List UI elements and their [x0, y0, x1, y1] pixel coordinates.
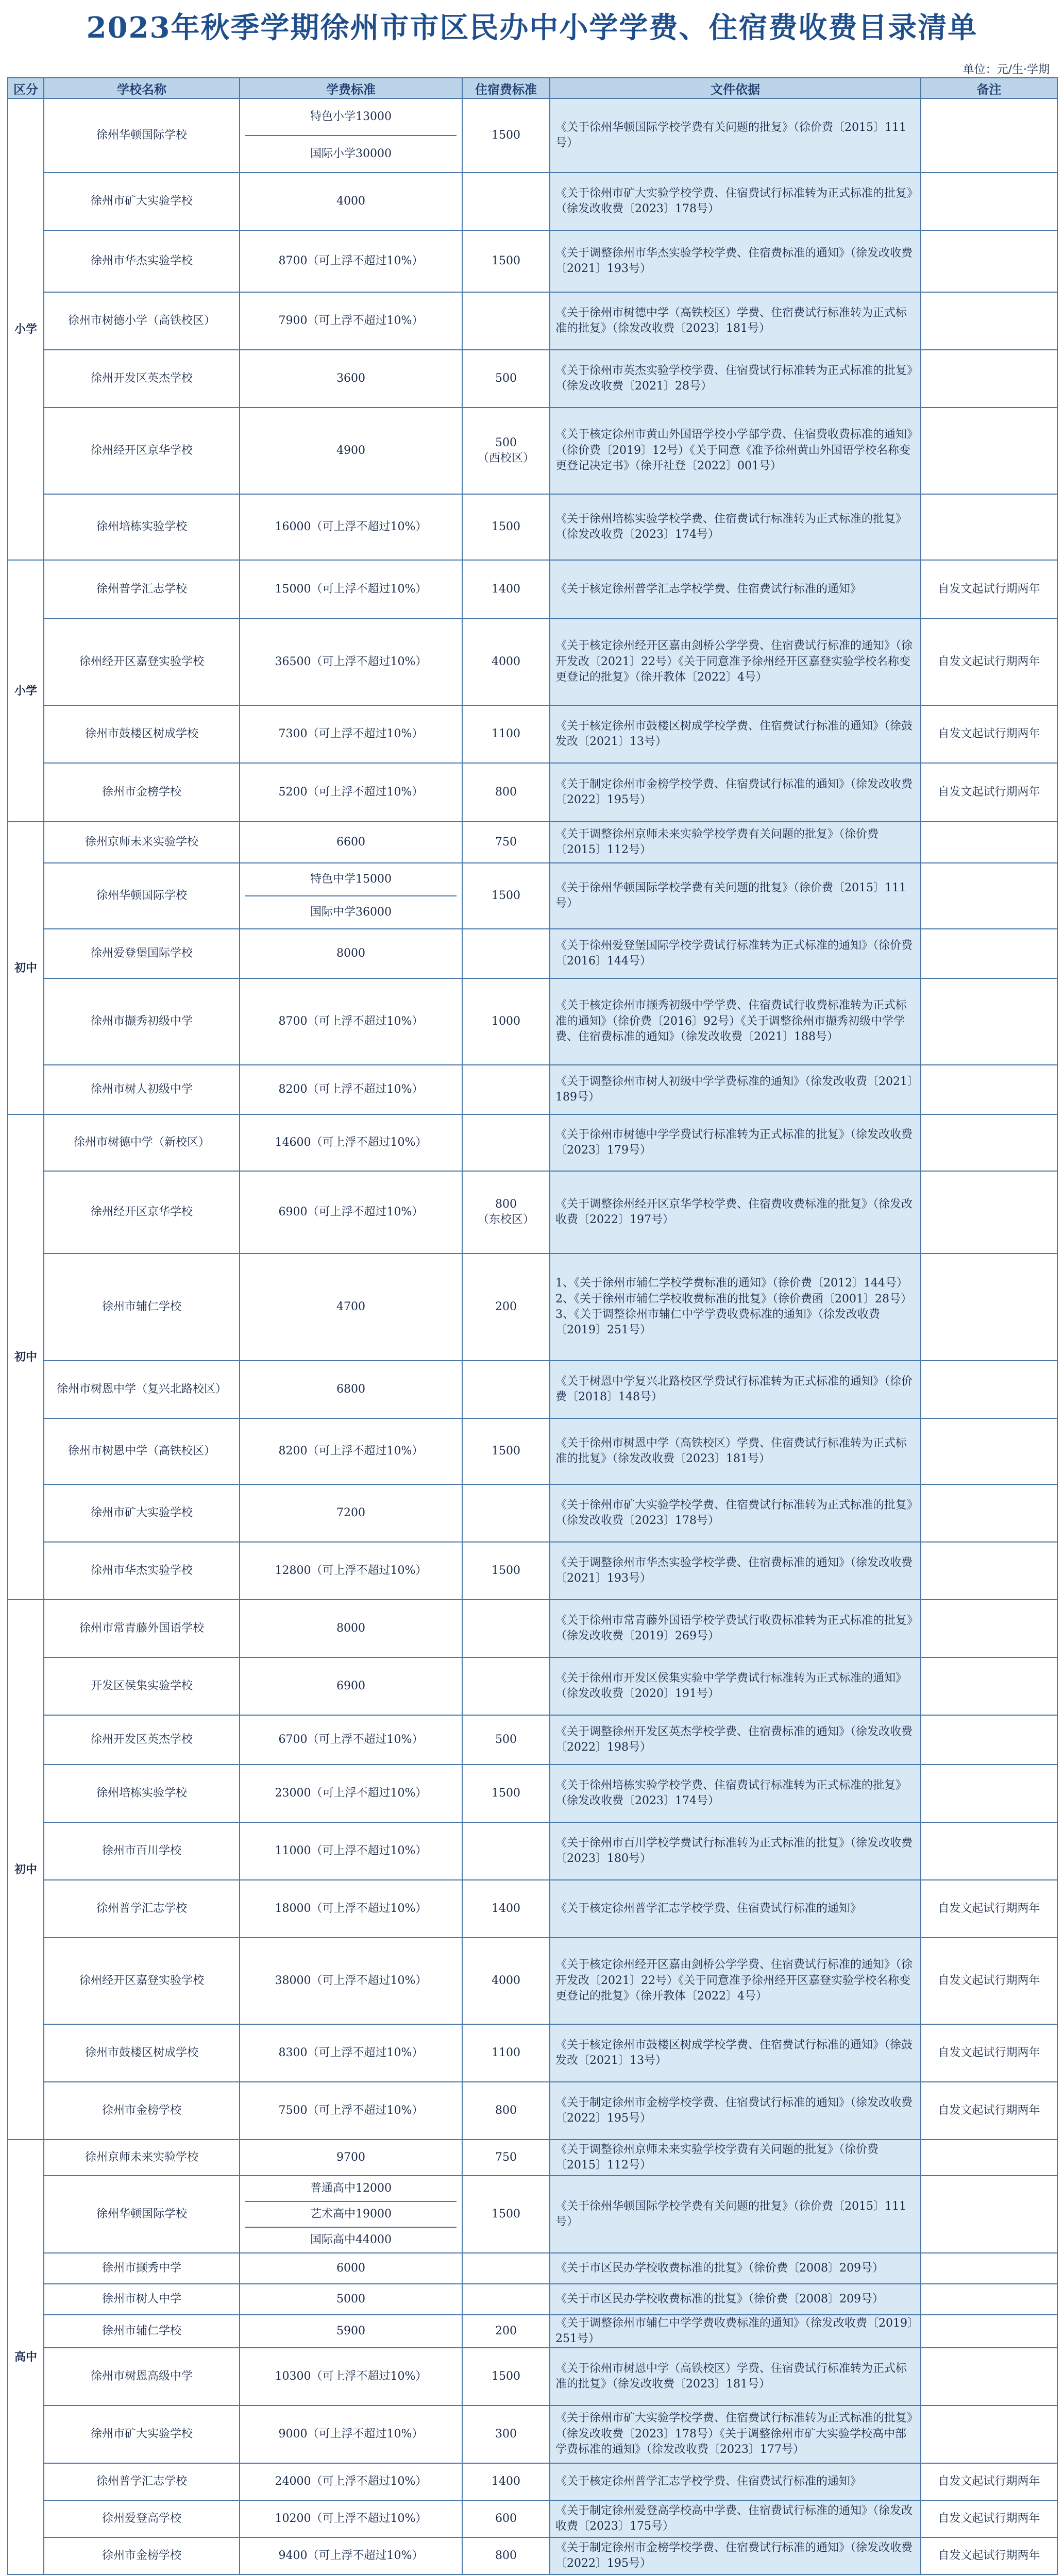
school-name: 徐州市树人初级中学	[44, 1065, 240, 1114]
basis-document: 《关于市区民办学校收费标准的批复》（徐价费〔2008〕209号）	[550, 2284, 921, 2315]
dorm-fee: 1500	[462, 2176, 550, 2253]
region-cell: 小学	[8, 560, 44, 822]
school-name: 徐州市树德中学（新校区）	[44, 1114, 240, 1171]
tuition-cell: 4900	[240, 408, 462, 494]
dorm-fee	[462, 1114, 550, 1171]
remark	[921, 1542, 1057, 1600]
basis-document: 《关于徐州华顿国际学校学费有关问题的批复》（徐价费〔2015〕111号）	[550, 98, 921, 173]
dorm-fee: 800	[462, 763, 550, 822]
col-header-school: 学校名称	[44, 78, 240, 98]
remark	[921, 929, 1057, 978]
remark: 自发文起试行期两年	[921, 2024, 1057, 2082]
basis-document: 《关于调整徐州京师未来实验学校学费有关问题的批复》（徐价费〔2015〕112号）	[550, 2140, 921, 2176]
remark	[921, 1765, 1057, 1822]
remark	[921, 1715, 1057, 1765]
table-row	[8, 1657, 1057, 1715]
tuition-cell	[240, 98, 462, 173]
school-name: 徐州市华杰实验学校	[44, 230, 240, 292]
school-name: 徐州市鼓楼区树成学校	[44, 2024, 240, 2082]
table-row	[8, 2348, 1057, 2405]
tuition-option: 艺术高中19000	[245, 2201, 457, 2227]
remark: 自发文起试行期两年	[921, 2463, 1057, 2500]
tuition-cell: 8700（可上浮不超过10%）	[240, 978, 462, 1065]
table-row	[8, 494, 1057, 560]
table-row	[8, 2024, 1057, 2082]
table-body	[8, 98, 1057, 2574]
dorm-fee: 1500	[462, 98, 550, 173]
tuition-cell: 8700（可上浮不超过10%）	[240, 230, 462, 292]
table-row	[8, 1880, 1057, 1938]
basis-document: 《关于徐州华顿国际学校学费有关问题的批复》（徐价费〔2015〕111号）	[550, 863, 921, 929]
remark: 自发文起试行期两年	[921, 705, 1057, 763]
table-row	[8, 705, 1057, 763]
dorm-fee: 1500	[462, 1418, 550, 1484]
table-row	[8, 2500, 1057, 2537]
tuition-cell: 7200	[240, 1484, 462, 1542]
basis-document: 《关于徐州市矿大实验学校学费、住宿费试行标准转为正式标准的批复》（徐发改收费〔2023〕178号）	[550, 173, 921, 230]
dorm-fee: 1000	[462, 978, 550, 1065]
tuition-option: 国际中学36000	[245, 895, 457, 928]
table-row	[8, 2253, 1057, 2284]
table-row	[8, 822, 1057, 863]
school-name: 徐州开发区英杰学校	[44, 350, 240, 408]
remark: 自发文起试行期两年	[921, 2500, 1057, 2537]
table-row	[8, 863, 1057, 929]
remark	[921, 408, 1057, 494]
tuition-cell: 6900（可上浮不超过10%）	[240, 1171, 462, 1253]
dorm-fee	[462, 1484, 550, 1542]
school-name: 徐州市鼓楼区树成学校	[44, 705, 240, 763]
basis-document: 《关于徐州市树恩中学（高铁校区）学费、住宿费试行标准转为正式标准的批复》（徐发改收费〔2023〕181号）	[550, 2348, 921, 2405]
basis-document: 《关于核定徐州市鼓楼区树成学校学费、住宿费试行标准的通知》（徐鼓发改〔2021〕13号）	[550, 2024, 921, 2082]
table-row	[8, 98, 1057, 173]
table-row	[8, 1065, 1057, 1114]
school-name: 徐州普学汇志学校	[44, 1880, 240, 1938]
basis-document: 《关于徐州培栋实验学校学费、住宿费试行标准转为正式标准的批复》（徐发改收费〔2023〕174号）	[550, 1765, 921, 1822]
school-name: 徐州京师未来实验学校	[44, 2140, 240, 2176]
remark	[921, 292, 1057, 350]
table-row	[8, 2463, 1057, 2500]
dorm-fee: 800	[462, 2082, 550, 2140]
remark	[921, 2253, 1057, 2284]
table-row	[8, 560, 1057, 619]
dorm-fee: 4000	[462, 619, 550, 705]
basis-document: 《关于徐州市矿大实验学校学费、住宿费试行标准转为正式标准的批复》（徐发改收费〔2023〕178号）	[550, 1484, 921, 1542]
remark: 自发文起试行期两年	[921, 2082, 1057, 2140]
tuition-cell: 23000（可上浮不超过10%）	[240, 1765, 462, 1822]
dorm-fee: 200	[462, 2315, 550, 2348]
basis-document: 《关于制定徐州市金榜学校学费、住宿费试行标准的通知》（徐发改收费〔2022〕195号）	[550, 763, 921, 822]
table-row	[8, 2140, 1057, 2176]
school-name: 徐州市百川学校	[44, 1822, 240, 1880]
basis-document: 《关于徐州市英杰实验学校学费、住宿费试行标准转为正式标准的批复》（徐发改收费〔2021〕28号）	[550, 350, 921, 408]
remark	[921, 173, 1057, 230]
dorm-fee: 1400	[462, 1880, 550, 1938]
dorm-fee: 200	[462, 1253, 550, 1361]
table-row	[8, 2284, 1057, 2315]
tuition-cell: 8200（可上浮不超过10%）	[240, 1418, 462, 1484]
table-row	[8, 2537, 1057, 2574]
school-name: 徐州市金榜学校	[44, 763, 240, 822]
table-header-row	[8, 78, 1057, 98]
table-row	[8, 1938, 1057, 2024]
table-row	[8, 173, 1057, 230]
tuition-cell: 8300（可上浮不超过10%）	[240, 2024, 462, 2082]
basis-document: 《关于调整徐州市树人初级中学学费标准的通知》（徐发改收费〔2021〕189号）	[550, 1065, 921, 1114]
table-row	[8, 350, 1057, 408]
table-row	[8, 1418, 1057, 1484]
basis-document: 《关于徐州市矿大实验学校学费、住宿费试行标准转为正式标准的批复》（徐发改收费〔2023〕178号）《关于调整徐州市矿大实验学校高中部学费标准的通知》（徐发改收费〔2023〕177号）	[550, 2405, 921, 2463]
remark	[921, 1361, 1057, 1418]
tuition-cell: 7300（可上浮不超过10%）	[240, 705, 462, 763]
tuition-cell: 12800（可上浮不超过10%）	[240, 1542, 462, 1600]
dorm-fee: 500	[462, 1715, 550, 1765]
fee-table	[7, 77, 1058, 2575]
dorm-fee: 1500	[462, 863, 550, 929]
basis-document: 《关于徐州市树德中学（高铁校区）学费、住宿费试行标准转为正式标准的批复》（徐发改收费〔2023〕181号）	[550, 292, 921, 350]
tuition-cell: 10200（可上浮不超过10%）	[240, 2500, 462, 2537]
tuition-option: 国际高中44000	[245, 2227, 457, 2252]
tuition-cell: 11000（可上浮不超过10%）	[240, 1822, 462, 1880]
dorm-fee: 750	[462, 2140, 550, 2176]
tuition-cell: 8000	[240, 929, 462, 978]
tuition-cell: 7900（可上浮不超过10%）	[240, 292, 462, 350]
dorm-fee	[462, 1361, 550, 1418]
table-row	[8, 1822, 1057, 1880]
remark	[921, 350, 1057, 408]
remark	[921, 98, 1057, 173]
basis-document: 《关于徐州市常青藤外国语学校学费试行收费标准转为正式标准的批复》（徐发改收费〔2019〕269号）	[550, 1600, 921, 1657]
col-header-dorm: 住宿费标准	[462, 78, 550, 98]
table-row	[8, 2315, 1057, 2348]
tuition-cell	[240, 863, 462, 929]
table-row	[8, 929, 1057, 978]
remark	[921, 1484, 1057, 1542]
remark	[921, 230, 1057, 292]
region-cell: 初中	[8, 822, 44, 1114]
region-cell: 初中	[8, 1600, 44, 2140]
tuition-cell: 36500（可上浮不超过10%）	[240, 619, 462, 705]
tuition-cell: 8000	[240, 1600, 462, 1657]
school-name: 徐州市树德小学（高铁校区）	[44, 292, 240, 350]
school-name: 徐州市辅仁学校	[44, 1253, 240, 1361]
remark	[921, 2284, 1057, 2315]
table-row	[8, 763, 1057, 822]
school-name: 徐州市金榜学校	[44, 2082, 240, 2140]
tuition-cell	[240, 2176, 462, 2253]
tuition-cell: 9400（可上浮不超过10%）	[240, 2537, 462, 2574]
table-row	[8, 1114, 1057, 1171]
table-row	[8, 1715, 1057, 1765]
dorm-fee: 800	[462, 2537, 550, 2574]
tuition-cell: 5200（可上浮不超过10%）	[240, 763, 462, 822]
tuition-cell: 6700（可上浮不超过10%）	[240, 1715, 462, 1765]
basis-document: 《关于徐州爱登堡国际学校学费试行标准转为正式标准的通知》（徐价费〔2016〕144号）	[550, 929, 921, 978]
basis-document: 《关于核定徐州市撷秀初级中学学费、住宿费试行收费标准转为正式标准的通知》（徐价费〔2016〕92号）《关于调整徐州市撷秀初级中学学费、住宿费标准的通知》（徐发改收费〔2021〕188号）	[550, 978, 921, 1065]
dorm-fee	[462, 292, 550, 350]
region-cell: 初中	[8, 1114, 44, 1600]
dorm-fee: 1500	[462, 230, 550, 292]
basis-document: 《关于核定徐州市黄山外国语学校小学部学费、住宿费收费标准的通知》（徐价费〔2019〕12号）《关于同意《准予徐州黄山外国语学校名称变更登记决定书》（徐开社登〔2022〕001号）	[550, 408, 921, 494]
remark	[921, 1822, 1057, 1880]
basis-document: 《关于徐州华顿国际学校学费有关问题的批复》（徐价费〔2015〕111号）	[550, 2176, 921, 2253]
table-row	[8, 1361, 1057, 1418]
dorm-fee: 1400	[462, 560, 550, 619]
school-name: 徐州市辅仁学校	[44, 2315, 240, 2348]
table-row	[8, 978, 1057, 1065]
remark: 自发文起试行期两年	[921, 619, 1057, 705]
col-header-region: 区分	[8, 78, 44, 98]
basis-document: 《关于调整徐州京师未来实验学校学费有关问题的批复》（徐价费〔2015〕112号）	[550, 822, 921, 863]
tuition-cell: 10300（可上浮不超过10%）	[240, 2348, 462, 2405]
dorm-fee: 1500	[462, 1765, 550, 1822]
school-name: 徐州经开区嘉登实验学校	[44, 619, 240, 705]
school-name: 开发区侯集实验学校	[44, 1657, 240, 1715]
school-name: 徐州培栋实验学校	[44, 494, 240, 560]
dorm-fee: 300	[462, 2405, 550, 2463]
remark	[921, 494, 1057, 560]
tuition-cell: 15000（可上浮不超过10%）	[240, 560, 462, 619]
dorm-fee: 1100	[462, 2024, 550, 2082]
remark	[921, 1657, 1057, 1715]
tuition-cell: 9700	[240, 2140, 462, 2176]
dorm-fee	[462, 1657, 550, 1715]
tuition-cell: 3600	[240, 350, 462, 408]
basis-document: 《关于调整徐州市华杰实验学校学费、住宿费标准的通知》（徐发改收费〔2021〕193号）	[550, 1542, 921, 1600]
tuition-cell: 16000（可上浮不超过10%）	[240, 494, 462, 560]
unit-label: 单位：元/生·学期	[962, 63, 1050, 76]
tuition-option: 特色中学15000	[310, 872, 392, 886]
dorm-fee: 1400	[462, 2463, 550, 2500]
table-row	[8, 2405, 1057, 2463]
dorm-fee: 1500	[462, 1542, 550, 1600]
tuition-cell: 5000	[240, 2284, 462, 2315]
basis-document: 《关于制定徐州市金榜学校学费、住宿费试行标准的通知》（徐发改收费〔2022〕195号）	[550, 2082, 921, 2140]
dorm-fee	[462, 173, 550, 230]
basis-document: 《关于市区民办学校收费标准的批复》（徐价费〔2008〕209号）	[550, 2253, 921, 2284]
tuition-cell: 6900	[240, 1657, 462, 1715]
dorm-fee: 500	[462, 350, 550, 408]
school-name: 徐州经开区嘉登实验学校	[44, 1938, 240, 2024]
school-name: 徐州华顿国际学校	[44, 2176, 240, 2253]
tuition-cell: 9000（可上浮不超过10%）	[240, 2405, 462, 2463]
basis-document: 《关于制定徐州爱登高学校高中学费、住宿费试行标准的通知》（徐发改收费〔2023〕175号）	[550, 2500, 921, 2537]
remark	[921, 863, 1057, 929]
tuition-cell: 8200（可上浮不超过10%）	[240, 1065, 462, 1114]
tuition-cell: 6000	[240, 2253, 462, 2284]
dorm-fee	[462, 1065, 550, 1114]
remark	[921, 1600, 1057, 1657]
basis-document: 《关于调整徐州经开区京华学校学费、住宿费收费标准的批复》（徐发改收费〔2022〕197号）	[550, 1171, 921, 1253]
school-name: 徐州市金榜学校	[44, 2537, 240, 2574]
basis-document: 《关于树恩中学复兴北路校区学费试行标准转为正式标准的通知》（徐价费〔2018〕148号）	[550, 1361, 921, 1418]
dorm-fee: 500 （西校区）	[462, 408, 550, 494]
school-name: 徐州市矿大实验学校	[44, 2405, 240, 2463]
basis-document: 《关于核定徐州经开区嘉由剑桥公学学费、住宿费试行标准的通知》（徐开发改〔2021〕22号）《关于同意准予徐州经开区嘉登实验学校名称变更登记的批复》（徐开教体〔2022〕4号）	[550, 619, 921, 705]
table-row	[8, 2082, 1057, 2140]
remark	[921, 1114, 1057, 1171]
tuition-cell: 14600（可上浮不超过10%）	[240, 1114, 462, 1171]
document-title: 2023年秋季学期徐州市市区民办中小学学费、住宿费收费目录清单	[86, 11, 978, 45]
tuition-cell: 18000（可上浮不超过10%）	[240, 1880, 462, 1938]
remark: 自发文起试行期两年	[921, 763, 1057, 822]
remark	[921, 2315, 1057, 2348]
dorm-fee	[462, 1600, 550, 1657]
tuition-option: 特色小学13000	[310, 110, 392, 123]
school-name: 徐州市矿大实验学校	[44, 1484, 240, 1542]
basis-document: 1、《关于徐州市辅仁学校学费标准的通知》（徐价费〔2012〕144号） 2、《关于徐州市辅仁学校收费标准的批复》（徐价费函〔2001〕28号） 3、《关于调整徐州市辅仁中学学费收费标准的通知》（徐发改收费〔2019〕251号）	[550, 1253, 921, 1361]
school-name: 徐州经开区京华学校	[44, 1171, 240, 1253]
basis-document: 《关于徐州市树德中学学费试行标准转为正式标准的批复》（徐发改收费〔2023〕179号）	[550, 1114, 921, 1171]
school-name: 徐州爱登堡国际学校	[44, 929, 240, 978]
school-name: 徐州经开区京华学校	[44, 408, 240, 494]
school-name: 徐州华顿国际学校	[44, 98, 240, 173]
remark: 自发文起试行期两年	[921, 560, 1057, 619]
school-name: 徐州市撷秀中学	[44, 2253, 240, 2284]
basis-document: 《关于调整徐州市华杰实验学校学费、住宿费标准的通知》（徐发改收费〔2021〕193号）	[550, 230, 921, 292]
school-name: 徐州市矿大实验学校	[44, 173, 240, 230]
remark: 自发文起试行期两年	[921, 1938, 1057, 2024]
dorm-fee: 1500	[462, 494, 550, 560]
tuition-option: 普通高中12000	[310, 2181, 392, 2195]
dorm-fee: 1500	[462, 2348, 550, 2405]
table-row	[8, 619, 1057, 705]
tuition-cell: 6800	[240, 1361, 462, 1418]
tuition-cell: 4700	[240, 1253, 462, 1361]
dorm-fee	[462, 2253, 550, 2284]
region-cell: 小学	[8, 98, 44, 560]
remark	[921, 2140, 1057, 2176]
table-row	[8, 408, 1057, 494]
col-header-note: 备注	[921, 78, 1057, 98]
dorm-fee: 800 （东校区）	[462, 1171, 550, 1253]
remark: 自发文起试行期两年	[921, 2537, 1057, 2574]
school-name: 徐州培栋实验学校	[44, 1765, 240, 1822]
remark	[921, 2176, 1057, 2253]
school-name: 徐州市华杰实验学校	[44, 1542, 240, 1600]
remark	[921, 822, 1057, 863]
school-name: 徐州市树人中学	[44, 2284, 240, 2315]
school-name: 徐州京师未来实验学校	[44, 822, 240, 863]
tuition-cell: 38000（可上浮不超过10%）	[240, 1938, 462, 2024]
remark	[921, 1418, 1057, 1484]
basis-document: 《关于核定徐州普学汇志学校学费、住宿费试行标准的通知》	[550, 2463, 921, 2500]
dorm-fee: 1100	[462, 705, 550, 763]
dorm-fee	[462, 2284, 550, 2315]
basis-document: 《关于制定徐州市金榜学校学费、住宿费试行标准的通知》（徐发改收费〔2022〕195号）	[550, 2537, 921, 2574]
dorm-fee	[462, 1822, 550, 1880]
school-name: 徐州市树恩中学（高铁校区）	[44, 1418, 240, 1484]
school-name: 徐州普学汇志学校	[44, 560, 240, 619]
table-row	[8, 1600, 1057, 1657]
basis-document: 《关于徐州市百川学校学费试行标准转为正式标准的批复》（徐发改收费〔2023〕180号）	[550, 1822, 921, 1880]
table-row	[8, 1765, 1057, 1822]
table-row	[8, 2176, 1057, 2253]
school-name: 徐州爱登高学校	[44, 2500, 240, 2537]
table-row	[8, 1253, 1057, 1361]
remark	[921, 2348, 1057, 2405]
table-row	[8, 292, 1057, 350]
table-row	[8, 230, 1057, 292]
col-header-tuition: 学费标准	[240, 78, 462, 98]
school-name: 徐州华顿国际学校	[44, 863, 240, 929]
tuition-option: 国际小学30000	[245, 135, 457, 172]
remark	[921, 2405, 1057, 2463]
remark	[921, 1171, 1057, 1253]
col-header-basis: 文件依据	[550, 78, 921, 98]
dorm-fee: 750	[462, 822, 550, 863]
school-name: 徐州市常青藤外国语学校	[44, 1600, 240, 1657]
dorm-fee: 600	[462, 2500, 550, 2537]
table-row	[8, 1171, 1057, 1253]
remark	[921, 1253, 1057, 1361]
tuition-cell: 4000	[240, 173, 462, 230]
basis-document: 《关于调整徐州开发区英杰学校学费、住宿费标准的通知》（徐发改收费〔2022〕198号）	[550, 1715, 921, 1765]
dorm-fee	[462, 929, 550, 978]
basis-document: 《关于调整徐州市辅仁中学学费收费标准的通知》（徐发改收费〔2019〕251号）	[550, 2315, 921, 2348]
tuition-cell: 6600	[240, 822, 462, 863]
tuition-cell: 24000（可上浮不超过10%）	[240, 2463, 462, 2500]
school-name: 徐州市撷秀初级中学	[44, 978, 240, 1065]
basis-document: 《关于核定徐州经开区嘉由剑桥公学学费、住宿费试行标准的通知》（徐开发改〔2021〕22号）《关于同意准予徐州经开区嘉登实验学校名称变更登记的批复》（徐开教体〔2022〕4号）	[550, 1938, 921, 2024]
school-name: 徐州市树恩中学（复兴北路校区）	[44, 1361, 240, 1418]
table-row	[8, 1484, 1057, 1542]
remark: 自发文起试行期两年	[921, 1880, 1057, 1938]
basis-document: 《关于徐州培栋实验学校学费、住宿费试行标准转为正式标准的批复》（徐发改收费〔2023〕174号）	[550, 494, 921, 560]
region-cell: 高中	[8, 2140, 44, 2574]
tuition-cell: 7500（可上浮不超过10%）	[240, 2082, 462, 2140]
school-name: 徐州普学汇志学校	[44, 2463, 240, 2500]
tuition-cell: 5900	[240, 2315, 462, 2348]
basis-document: 《关于核定徐州普学汇志学校学费、住宿费试行标准的通知》	[550, 1880, 921, 1938]
basis-document: 《关于核定徐州普学汇志学校学费、住宿费试行标准的通知》	[550, 560, 921, 619]
basis-document: 《关于徐州市树恩中学（高铁校区）学费、住宿费试行标准转为正式标准的批复》（徐发改收费〔2023〕181号）	[550, 1418, 921, 1484]
table-row	[8, 1542, 1057, 1600]
school-name: 徐州市树恩高级中学	[44, 2348, 240, 2405]
school-name: 徐州开发区英杰学校	[44, 1715, 240, 1765]
remark	[921, 978, 1057, 1065]
dorm-fee: 4000	[462, 1938, 550, 2024]
basis-document: 《关于徐州市开发区侯集实验中学学费试行标准转为正式标准的通知》（徐发改收费〔2020〕191号）	[550, 1657, 921, 1715]
basis-document: 《关于核定徐州市鼓楼区树成学校学费、住宿费试行标准的通知》（徐鼓发改〔2021〕13号）	[550, 705, 921, 763]
remark	[921, 1065, 1057, 1114]
